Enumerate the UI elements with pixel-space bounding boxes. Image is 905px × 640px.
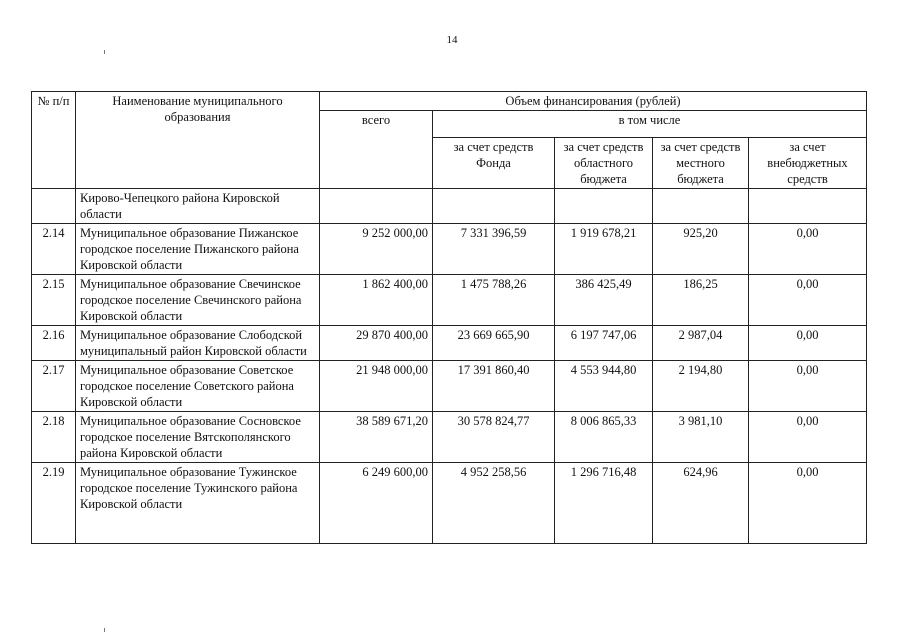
row-fund: 7 331 396,59 [433,224,555,275]
row-fund: 23 669 665,90 [433,326,555,361]
row-num: 2.16 [32,326,76,361]
table-row [32,361,867,412]
row-total: 38 589 671,20 [320,412,433,463]
row-num: 2.14 [32,224,76,275]
row-name: Муниципальное образование Тужинское городское поселение Тужинского района Кировской области [76,463,320,544]
row-extra: 0,00 [749,361,867,412]
scan-speck [104,628,105,632]
row-regional: 1 296 716,48 [555,463,653,544]
table-row [32,189,867,224]
table-row [32,463,867,544]
row-name: Муниципальное образование Свечинское городское поселение Свечинского района Кировской области [76,275,320,326]
table-row [32,326,867,361]
row-name: Кирово-Чепецкого района Кировской области [76,189,320,224]
header-regional: за счет средств областного бюджета [555,138,653,189]
header-local: за счет средств местного бюджета [653,138,749,189]
row-num: 2.15 [32,275,76,326]
row-name: Муниципальное образование Советское городское поселение Советского района Кировской области [76,361,320,412]
header-fund: за счет средств Фонда [433,138,555,189]
table-row [32,224,867,275]
row-regional: 8 006 865,33 [555,412,653,463]
row-name: Муниципальное образование Пижанское городское поселение Пижанского района Кировской области [76,224,320,275]
funding-table [31,91,867,544]
row-fund: 4 952 258,56 [433,463,555,544]
header-extra: за счет внебюджетных средств [749,138,867,189]
row-extra: 0,00 [749,463,867,544]
row-total: 29 870 400,00 [320,326,433,361]
row-num: 2.18 [32,412,76,463]
row-fund [433,189,555,224]
row-regional: 4 553 944,80 [555,361,653,412]
row-total: 1 862 400,00 [320,275,433,326]
row-total [320,189,433,224]
header-including: в том числе [433,111,867,138]
row-local: 925,20 [653,224,749,275]
row-local: 624,96 [653,463,749,544]
row-total: 9 252 000,00 [320,224,433,275]
row-name: Муниципальное образование Слободской муниципальный район Кировской области [76,326,320,361]
row-fund: 17 391 860,40 [433,361,555,412]
row-local: 186,25 [653,275,749,326]
row-total: 6 249 600,00 [320,463,433,544]
row-name: Муниципальное образование Сосновское городское поселение Вятскополянского района Кировской области [76,412,320,463]
row-num: 2.19 [32,463,76,544]
row-total: 21 948 000,00 [320,361,433,412]
page-number: 14 [446,34,458,46]
row-regional: 386 425,49 [555,275,653,326]
row-local: 2 987,04 [653,326,749,361]
row-extra: 0,00 [749,275,867,326]
table-row [32,275,867,326]
row-num: 2.17 [32,361,76,412]
row-local: 3 981,10 [653,412,749,463]
row-regional [555,189,653,224]
row-extra [749,189,867,224]
row-regional: 6 197 747,06 [555,326,653,361]
header-num: № п/п [32,92,76,189]
row-local: 2 194,80 [653,361,749,412]
row-extra: 0,00 [749,412,867,463]
header-name: Наименование муниципального образования [76,92,320,189]
row-fund: 30 578 824,77 [433,412,555,463]
scan-speck [104,50,105,54]
header-funding: Объем финансирования (рублей) [320,92,867,111]
row-fund: 1 475 788,26 [433,275,555,326]
row-num [32,189,76,224]
row-regional: 1 919 678,21 [555,224,653,275]
table-row [32,412,867,463]
row-local [653,189,749,224]
header-total: всего [320,111,433,189]
row-extra: 0,00 [749,326,867,361]
row-extra: 0,00 [749,224,867,275]
